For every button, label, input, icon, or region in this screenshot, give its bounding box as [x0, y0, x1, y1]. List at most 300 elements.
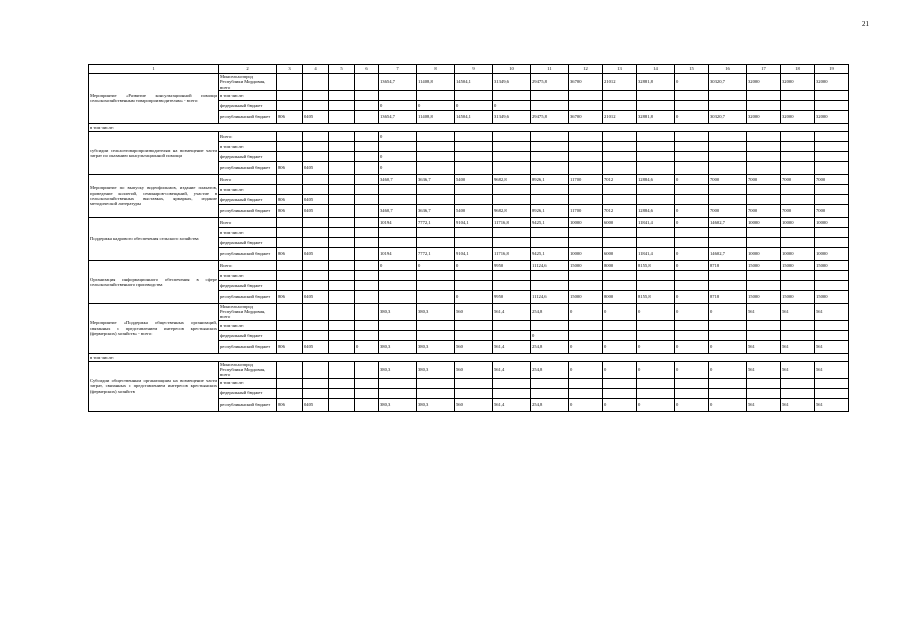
value-cell [493, 320, 531, 330]
value-cell [569, 141, 603, 151]
value-cell: 561 [747, 361, 781, 378]
value-cell: 0 [493, 100, 531, 110]
value-cell [303, 260, 329, 270]
value-cell [329, 361, 355, 378]
value-cell [709, 100, 747, 110]
value-cell [277, 74, 303, 91]
value-cell [781, 388, 815, 398]
value-cell [417, 141, 455, 151]
value-cell: 254,8 [531, 398, 569, 411]
value-cell [493, 388, 531, 398]
value-cell [781, 100, 815, 110]
value-cell [781, 378, 815, 388]
value-cell: 14602,7 [709, 217, 747, 227]
value-cell [637, 184, 675, 194]
header-cell: 14 [637, 65, 675, 74]
value-cell [709, 280, 747, 290]
value-cell [637, 131, 675, 141]
funding-source: республиканский бюджет [219, 340, 277, 353]
value-cell: 254,8 [531, 303, 569, 320]
value-cell [277, 320, 303, 330]
value-cell [277, 174, 303, 184]
value-cell [379, 141, 417, 151]
value-cell [675, 141, 709, 151]
value-cell [675, 330, 709, 340]
value-cell [603, 194, 637, 204]
value-cell [675, 131, 709, 141]
funding-source: Минсельхозпрод Республики Мордовия, всего [219, 74, 277, 91]
value-cell: 6000 [603, 247, 637, 260]
value-cell [675, 194, 709, 204]
value-cell [675, 388, 709, 398]
value-cell: 0 [637, 361, 675, 378]
value-cell: 0 [675, 174, 709, 184]
value-cell: 32000 [747, 110, 781, 123]
value-cell [355, 151, 379, 161]
budget-table [88, 64, 849, 412]
value-cell: 7012 [603, 204, 637, 217]
value-cell [303, 100, 329, 110]
table-row [89, 217, 849, 227]
funding-source: республиканский бюджет [219, 204, 277, 217]
value-cell [709, 184, 747, 194]
value-cell: 380,3 [379, 340, 417, 353]
value-cell: 9950 [493, 260, 531, 270]
value-cell [569, 237, 603, 247]
value-cell [493, 194, 531, 204]
value-cell [781, 194, 815, 204]
value-cell [781, 280, 815, 290]
value-cell: 15000 [815, 290, 849, 303]
value-cell [815, 141, 849, 151]
header-cell: 8 [417, 65, 455, 74]
value-cell: 9950 [493, 290, 531, 303]
value-cell: 0 [675, 247, 709, 260]
value-cell [455, 184, 493, 194]
value-cell [277, 361, 303, 378]
value-cell [493, 227, 531, 237]
value-cell: 32000 [815, 74, 849, 91]
value-cell [569, 330, 603, 340]
header-cell: 1 [89, 65, 219, 74]
value-cell [379, 184, 417, 194]
value-cell [569, 100, 603, 110]
value-cell: 10000 [569, 247, 603, 260]
header-cell: 18 [781, 65, 815, 74]
value-cell [637, 151, 675, 161]
value-cell [277, 184, 303, 194]
table-row [89, 74, 849, 91]
value-cell [355, 100, 379, 110]
value-cell [303, 131, 329, 141]
value-cell: 561 [815, 361, 849, 378]
value-cell: 806 [277, 247, 303, 260]
value-cell [675, 151, 709, 161]
value-cell [531, 388, 569, 398]
value-cell [531, 280, 569, 290]
value-cell: 5400 [455, 174, 493, 184]
value-cell: 806 [277, 161, 303, 174]
value-cell: 7012 [603, 174, 637, 184]
value-cell [531, 194, 569, 204]
value-cell: 380,3 [417, 398, 455, 411]
value-cell: 380,3 [379, 303, 417, 320]
value-cell: 0 [709, 361, 747, 378]
header-cell: 9 [455, 65, 493, 74]
value-cell [355, 90, 379, 100]
value-cell [455, 151, 493, 161]
value-cell [277, 388, 303, 398]
value-cell: 0405 [303, 161, 329, 174]
header-cell: 10 [493, 65, 531, 74]
value-cell [355, 260, 379, 270]
header-cell: 7 [379, 65, 417, 74]
value-cell: 7000 [781, 174, 815, 184]
value-cell [815, 227, 849, 237]
funding-source: Всего: [219, 131, 277, 141]
value-cell [675, 161, 709, 174]
value-cell: 380,3 [379, 398, 417, 411]
value-cell [675, 280, 709, 290]
value-cell: 561 [747, 303, 781, 320]
value-cell [329, 388, 355, 398]
funding-source: федеральный бюджет [219, 100, 277, 110]
funding-source: федеральный бюджет [219, 330, 277, 340]
value-cell [815, 151, 849, 161]
value-cell [355, 194, 379, 204]
value-cell: 10194 [379, 217, 417, 227]
value-cell [815, 131, 849, 141]
value-cell: 8718 [709, 260, 747, 270]
value-cell: 0 [455, 290, 493, 303]
value-cell [277, 217, 303, 227]
value-cell [493, 330, 531, 340]
value-cell [747, 237, 781, 247]
value-cell [637, 320, 675, 330]
value-cell [531, 378, 569, 388]
value-cell: 0405 [303, 398, 329, 411]
value-cell [603, 280, 637, 290]
value-cell [815, 270, 849, 280]
value-cell: 7000 [747, 204, 781, 217]
value-cell: 7000 [747, 174, 781, 184]
value-cell [781, 270, 815, 280]
value-cell [329, 330, 355, 340]
value-cell [493, 141, 531, 151]
value-cell [569, 388, 603, 398]
value-cell [303, 217, 329, 227]
value-cell [455, 141, 493, 151]
value-cell [747, 141, 781, 151]
value-cell [747, 151, 781, 161]
value-cell [379, 388, 417, 398]
value-cell [815, 184, 849, 194]
funding-source: Всего [219, 174, 277, 184]
value-cell: 8718 [709, 290, 747, 303]
section-label: в том числе: [89, 123, 849, 131]
value-cell: 14504,1 [455, 74, 493, 91]
value-cell [329, 217, 355, 227]
value-cell [277, 280, 303, 290]
funding-source: Минсельхозпрод Республики Мордовия, всего [219, 361, 277, 378]
value-cell: 15000 [747, 260, 781, 270]
value-cell [815, 280, 849, 290]
value-cell [531, 151, 569, 161]
value-cell: 32881,8 [637, 110, 675, 123]
value-cell [303, 303, 329, 320]
value-cell: 254,8 [531, 340, 569, 353]
value-cell: 32000 [747, 74, 781, 91]
value-cell [637, 227, 675, 237]
value-cell [603, 330, 637, 340]
value-cell: 806 [277, 398, 303, 411]
value-cell [569, 184, 603, 194]
value-cell [709, 237, 747, 247]
value-cell: 10000 [781, 247, 815, 260]
value-cell: 560 [455, 303, 493, 320]
value-cell [417, 330, 455, 340]
value-cell [329, 398, 355, 411]
table-row [89, 131, 849, 141]
value-cell: 0405 [303, 194, 329, 204]
value-cell [303, 74, 329, 91]
value-cell: 31349,6 [493, 110, 531, 123]
value-cell [815, 388, 849, 398]
funding-source: федеральный бюджет [219, 388, 277, 398]
value-cell [531, 161, 569, 174]
value-cell: 15000 [569, 260, 603, 270]
value-cell [637, 100, 675, 110]
value-cell [675, 237, 709, 247]
value-cell: 0 [379, 131, 417, 141]
value-cell [709, 161, 747, 174]
value-cell [379, 90, 417, 100]
value-cell [303, 280, 329, 290]
value-cell [569, 131, 603, 141]
value-cell: 0 [569, 361, 603, 378]
value-cell [379, 280, 417, 290]
funding-source: федеральный бюджет [219, 151, 277, 161]
table-row [89, 174, 849, 184]
value-cell [531, 227, 569, 237]
value-cell [455, 378, 493, 388]
funding-source: в том числе: [219, 320, 277, 330]
value-cell: 561 [781, 340, 815, 353]
value-cell [303, 174, 329, 184]
value-cell [455, 270, 493, 280]
value-cell [747, 227, 781, 237]
value-cell [329, 260, 355, 270]
value-cell: 9425,1 [531, 247, 569, 260]
value-cell [277, 303, 303, 320]
section-label: в том числе: [89, 353, 849, 361]
value-cell [355, 398, 379, 411]
value-cell: 15000 [781, 260, 815, 270]
value-cell [675, 227, 709, 237]
value-cell [379, 320, 417, 330]
funding-source: в том числе: [219, 227, 277, 237]
value-cell [709, 194, 747, 204]
value-cell: 0 [531, 330, 569, 340]
value-cell [417, 227, 455, 237]
value-cell [355, 280, 379, 290]
value-cell [303, 184, 329, 194]
value-cell [493, 161, 531, 174]
value-cell: 9104,1 [455, 217, 493, 227]
value-cell: 36700 [569, 74, 603, 91]
value-cell [531, 237, 569, 247]
value-cell [303, 90, 329, 100]
value-cell [603, 320, 637, 330]
funding-source: республиканский бюджет [219, 110, 277, 123]
table-row [89, 260, 849, 270]
value-cell [747, 194, 781, 204]
value-cell: 0 [709, 303, 747, 320]
value-cell [637, 388, 675, 398]
value-cell [379, 270, 417, 280]
value-cell [417, 290, 455, 303]
value-cell [379, 237, 417, 247]
value-cell [569, 378, 603, 388]
value-cell: 561,4 [493, 340, 531, 353]
value-cell: 7772,1 [417, 247, 455, 260]
value-cell [747, 184, 781, 194]
value-cell [329, 174, 355, 184]
value-cell: 11716,8 [493, 217, 531, 227]
header-cell: 4 [303, 65, 329, 74]
header-cell: 12 [569, 65, 603, 74]
value-cell: 12884,6 [637, 204, 675, 217]
value-cell: 254,8 [531, 361, 569, 378]
value-cell [781, 330, 815, 340]
value-cell: 14504,1 [455, 110, 493, 123]
value-cell: 561 [815, 303, 849, 320]
value-cell: 11408,8 [417, 110, 455, 123]
value-cell [329, 74, 355, 91]
value-cell: 380,3 [417, 303, 455, 320]
value-cell: 561 [781, 361, 815, 378]
value-cell: 0 [603, 398, 637, 411]
value-cell [603, 378, 637, 388]
value-cell [747, 100, 781, 110]
value-cell [709, 320, 747, 330]
value-cell: 0 [675, 340, 709, 353]
value-cell: 0 [417, 260, 455, 270]
value-cell [815, 378, 849, 388]
value-cell: 30320,7 [709, 110, 747, 123]
table-row [89, 361, 849, 378]
header-cell: 2 [219, 65, 277, 74]
value-cell: 7000 [709, 174, 747, 184]
value-cell [329, 237, 355, 247]
value-cell: 0 [709, 340, 747, 353]
value-cell: 0 [603, 340, 637, 353]
value-cell: 7000 [781, 204, 815, 217]
value-cell [417, 184, 455, 194]
funding-source: в том числе: [219, 184, 277, 194]
value-cell [417, 161, 455, 174]
value-cell [277, 151, 303, 161]
value-cell [417, 90, 455, 100]
value-cell [781, 184, 815, 194]
value-cell [329, 110, 355, 123]
value-cell [417, 151, 455, 161]
value-cell: 8926,1 [531, 204, 569, 217]
funding-source: федеральный бюджет [219, 237, 277, 247]
value-cell [709, 131, 747, 141]
value-cell [417, 131, 455, 141]
header-cell: 5 [329, 65, 355, 74]
funding-source: в том числе: [219, 270, 277, 280]
value-cell [569, 227, 603, 237]
value-cell: 561 [781, 398, 815, 411]
value-cell [815, 330, 849, 340]
section-row [89, 353, 849, 361]
funding-source: в том числе: [219, 141, 277, 151]
value-cell: 806 [277, 340, 303, 353]
value-cell [417, 270, 455, 280]
value-cell: 561,4 [493, 398, 531, 411]
value-cell [493, 151, 531, 161]
value-cell [329, 194, 355, 204]
value-cell [603, 141, 637, 151]
value-cell [603, 90, 637, 100]
value-cell [781, 131, 815, 141]
funding-source: республиканский бюджет [219, 290, 277, 303]
value-cell: 10000 [815, 217, 849, 227]
header-cell: 19 [815, 65, 849, 74]
value-cell [709, 227, 747, 237]
value-cell: 0 [675, 303, 709, 320]
value-cell [379, 330, 417, 340]
value-cell: 0 [709, 398, 747, 411]
header-cell: 15 [675, 65, 709, 74]
value-cell [531, 100, 569, 110]
value-cell [747, 270, 781, 280]
funding-source: федеральный бюджет [219, 194, 277, 204]
value-cell: 0 [569, 340, 603, 353]
value-cell: 32000 [781, 110, 815, 123]
value-cell [355, 217, 379, 227]
value-cell [355, 74, 379, 91]
value-cell [455, 131, 493, 141]
value-cell: 9104,1 [455, 247, 493, 260]
value-cell [637, 161, 675, 174]
value-cell: 21012 [603, 110, 637, 123]
value-cell: 32000 [781, 74, 815, 91]
value-cell [781, 320, 815, 330]
value-cell: 0 [569, 303, 603, 320]
value-cell: 0 [379, 151, 417, 161]
value-cell: 380,3 [417, 361, 455, 378]
value-cell [603, 131, 637, 141]
value-cell [355, 270, 379, 280]
measure-description: субсидии сельхозтоваропроизводителям на возмещение части затрат по оказанию консультационной помощи [89, 131, 219, 174]
value-cell: 8155,8 [637, 290, 675, 303]
value-cell [569, 280, 603, 290]
value-cell [303, 361, 329, 378]
value-cell [277, 227, 303, 237]
value-cell: 11700 [569, 174, 603, 184]
measure-description: Мероприятие «Поддержка общественных организаций, связанных с представлением интересов крестьянских (фермерских) хозяйств» - всего: [89, 303, 219, 353]
value-cell: 0 [675, 204, 709, 217]
value-cell [355, 174, 379, 184]
value-cell: 561,4 [493, 361, 531, 378]
value-cell: 11716,8 [493, 247, 531, 260]
value-cell [379, 194, 417, 204]
value-cell: 10000 [569, 217, 603, 227]
value-cell [603, 388, 637, 398]
